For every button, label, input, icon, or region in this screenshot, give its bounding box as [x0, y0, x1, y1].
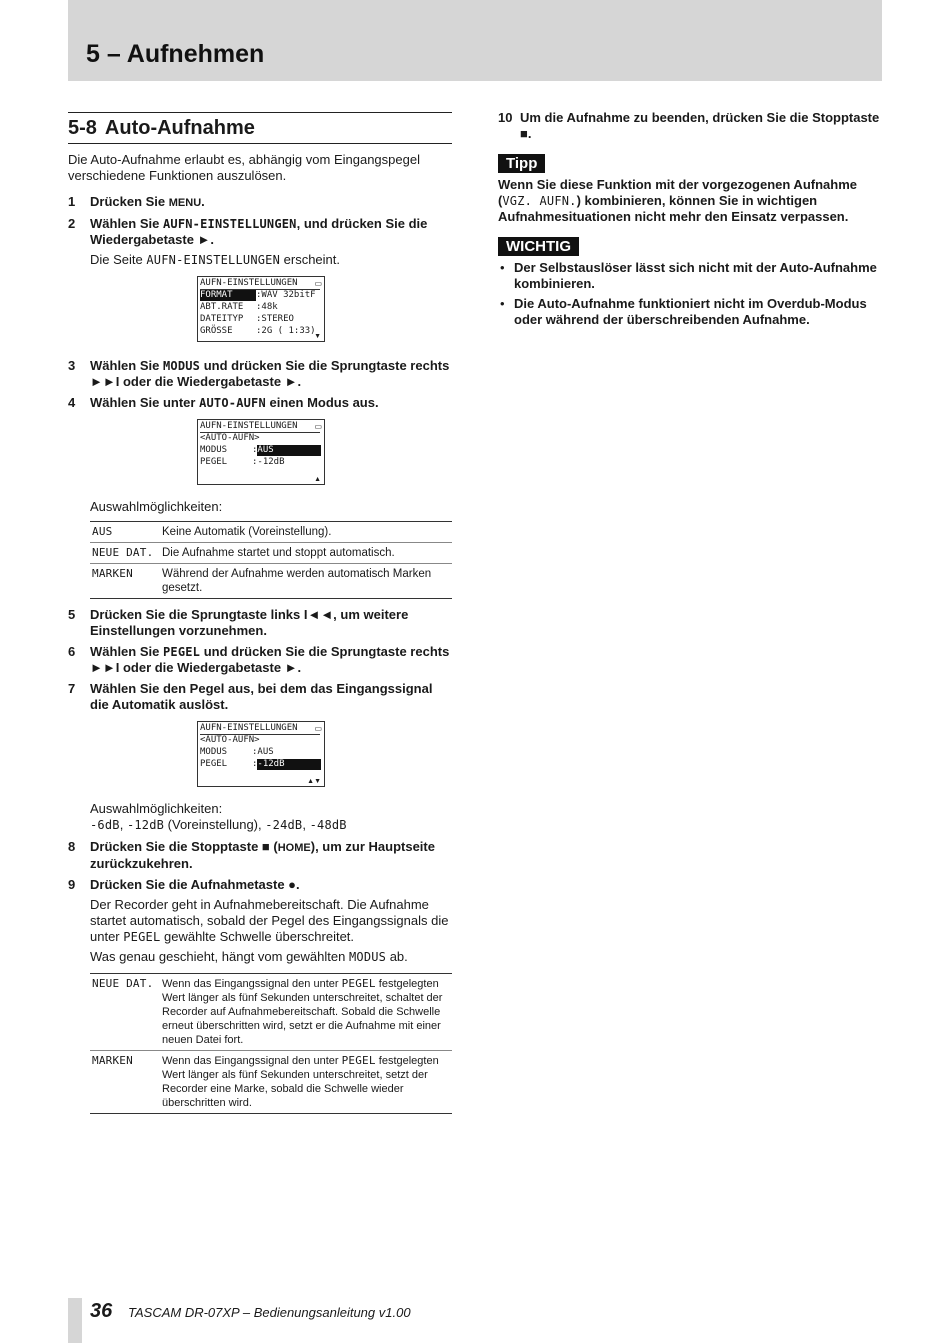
menu-code: AUFN-EINSTELLUNGEN — [162, 217, 297, 231]
mode-desc — [160, 974, 452, 1051]
key-label: HOME — [277, 842, 311, 854]
options-table — [90, 521, 452, 599]
step-5 — [68, 607, 452, 639]
note-text: Die Seite — [90, 252, 147, 267]
left-column — [68, 112, 452, 1114]
important-list — [498, 260, 882, 328]
lcd-sub: <AUTO-AUFN> — [200, 735, 260, 745]
step-note — [90, 897, 452, 945]
step-text: Wählen Sie — [90, 216, 163, 231]
table-row — [90, 522, 452, 543]
lcd-row: PEGEL :-12dB — [200, 457, 285, 467]
menu-code: AUTO-AUFN — [199, 396, 266, 410]
step-text: Um die Aufnahme zu beenden, drücken Sie die Stopptaste ■. — [520, 110, 880, 141]
step-text: . — [201, 194, 205, 209]
step-number: 10 — [498, 110, 513, 125]
step-number: 4 — [68, 395, 76, 410]
lcd-row: MODUS :AUS — [200, 747, 274, 757]
step-text: Drücken Sie die Sprungtaste links I◄◄, um weitere Einstellungen vorzunehmen. — [90, 607, 409, 638]
step-number: 8 — [68, 839, 76, 854]
lcd-label: PEGEL — [200, 457, 228, 467]
tip-body: ) kombinieren, können Sie in wichtigen Aufnahmesituationen nicht mehr den Einsatz verpassen. — [498, 193, 849, 224]
lcd-row — [200, 326, 316, 337]
menu-code: PEGEL — [162, 645, 201, 659]
step-8 — [68, 839, 452, 872]
lcd-title: AUFN-EINSTELLUNGEN — [200, 278, 320, 290]
lcd-value: :48k — [256, 302, 278, 312]
mode-desc — [160, 1051, 452, 1114]
menu-code: MODUS — [162, 359, 201, 373]
option-desc: Während der Aufnahme werden automatisch Marken gesetzt. — [160, 564, 452, 599]
menu-code: MODUS — [348, 950, 387, 964]
option-key: MARKEN — [90, 564, 160, 599]
lcd-label: ABT.RATE — [200, 302, 244, 312]
lcd-title: AUFN-EINSTELLUNGEN — [200, 421, 320, 433]
step-text: Wählen Sie — [90, 644, 163, 659]
lcd-value: AUS — [257, 747, 274, 757]
step-text: Drücken Sie — [90, 194, 169, 209]
level-value: -6dB — [90, 818, 120, 832]
level-value: -48dB — [309, 818, 347, 832]
option-desc: Keine Automatik (Voreinstellung). — [160, 522, 452, 543]
important-badge: WICHTIG — [498, 237, 579, 256]
mode-table — [90, 973, 452, 1114]
option-key: NEUE DAT. — [90, 543, 160, 564]
desc-text: festgelegten Wert länger als fünf Sekunden unterschreitet, setzt der Recorder eine Marke, sobald die Schwelle wieder überschritten wird. — [162, 1055, 439, 1109]
tip-text — [498, 177, 882, 225]
step-text: Drücken Sie die Stopptaste ■ ( — [90, 839, 278, 854]
lcd-row — [200, 314, 294, 325]
page-number: 36 — [90, 1300, 113, 1322]
battery-icon: ▭ — [314, 279, 322, 288]
step-number: 6 — [68, 644, 76, 659]
option-desc: Die Aufnahme startet und stoppt automatisch. — [160, 543, 452, 564]
step-10 — [498, 110, 882, 142]
step-number: 2 — [68, 216, 76, 231]
table-row — [90, 1051, 452, 1114]
step-3 — [68, 358, 452, 390]
step-text: Wählen Sie unter — [90, 395, 200, 410]
lcd-row — [200, 290, 316, 301]
list-item — [498, 296, 882, 328]
list-text: Die Auto-Aufnahme funktioniert nicht im Overdub-Modus oder während der überschreibenden Aufnahme. — [514, 296, 867, 327]
desc-text: festgelegten Wert länger als fünf Sekunden unterschreitet, schaltet der Recorder auf Aufnahmebereitschaft. Sobald die Schwelle erneut überschritten wird, setzt er die Aufnahme mit einer neuen Datei fort. — [162, 978, 443, 1046]
options-label: Auswahlmöglichkeiten: — [90, 499, 223, 514]
lcd-label: PEGEL — [200, 759, 228, 769]
lcd-title: AUFN-EINSTELLUNGEN — [200, 723, 320, 735]
table-row — [90, 564, 452, 599]
battery-icon: ▭ — [314, 724, 322, 733]
step-number: 9 — [68, 877, 76, 892]
lcd-label: GRÖSSE — [200, 326, 233, 336]
step-1 — [68, 194, 452, 211]
separator: , — [302, 817, 310, 832]
desc-text: Wenn das Eingangssignal den unter — [162, 978, 342, 990]
step-9 — [68, 877, 452, 965]
separator: , — [119, 817, 127, 832]
footer-text: TASCAM DR-07XP – Bedienungsanleitung v1.00 — [128, 1305, 411, 1320]
step-number: 7 — [68, 681, 76, 696]
default-note: (Voreinstellung), — [164, 817, 266, 832]
mode-key: MARKEN — [90, 1051, 160, 1114]
table-row — [90, 974, 452, 1051]
menu-code: PEGEL — [341, 1054, 376, 1067]
scroll-updown-icon: ▲▼ — [307, 778, 321, 785]
lcd-label: DATEITYP — [200, 314, 244, 324]
bullet-icon: • — [500, 260, 505, 275]
important-box — [498, 237, 882, 328]
lcd-value: :WAV 32bitF — [256, 290, 316, 300]
step-text: ), um zur Hauptseite zurückzukehren. — [90, 839, 435, 871]
note-text: erscheint. — [280, 252, 341, 267]
lcd-sub: <AUTO-AUFN> — [200, 433, 260, 443]
step-text: und drücken Sie die Sprungtaste rechts ►►I oder die Wiedergabetaste ►. — [90, 358, 450, 389]
step-number: 3 — [68, 358, 76, 373]
scroll-up-icon: ▲ — [314, 476, 321, 483]
option-key: AUS — [90, 522, 160, 543]
intro-text: Die Auto-Aufnahme erlaubt es, abhängig vom Eingangspegel verschiedene Funktionen auszulösen. — [68, 152, 420, 183]
footer-bar — [68, 1298, 82, 1343]
step-text: und drücken Sie die Sprungtaste rechts ►►I oder die Wiedergabetaste ►. — [90, 644, 450, 675]
lcd-screen-3 — [197, 721, 325, 787]
lcd-value: -12dB — [257, 759, 321, 770]
table-row — [90, 543, 452, 564]
level-options — [90, 817, 452, 833]
section-title: Auto-Aufnahme — [104, 117, 255, 139]
step-text: Wählen Sie — [90, 358, 163, 373]
step-text: einen Modus aus. — [265, 395, 379, 410]
section-heading — [68, 112, 452, 144]
section-number: 5-8 — [68, 117, 97, 139]
step-2 — [68, 216, 452, 268]
lcd-row — [200, 302, 278, 313]
lcd-value: :STEREO — [256, 314, 294, 324]
lcd-screen-2 — [197, 419, 325, 485]
mode-key: NEUE DAT. — [90, 974, 160, 1051]
step-note — [90, 252, 452, 268]
step-6 — [68, 644, 452, 676]
key-label: MENU — [168, 197, 202, 209]
menu-code: PEGEL — [123, 930, 161, 944]
bullet-icon: • — [500, 296, 505, 311]
lcd-value: AUS — [257, 445, 321, 456]
tip-body: Wenn Sie diese Funktion mit der vorgezogenen Aufnahme ( — [498, 177, 857, 208]
battery-icon: ▭ — [314, 422, 322, 431]
note-text: Der Recorder geht in Aufnahmebereitschaft. Die Aufnahme startet automatisch, sobald der Pegel des Eingangssignals die unter — [90, 897, 449, 944]
tip-box — [498, 154, 882, 225]
step-note — [90, 949, 452, 965]
lcd-label: MODUS — [200, 445, 228, 455]
options-label: Auswahlmöglichkeiten: — [90, 801, 223, 816]
level-value: -24dB — [265, 818, 303, 832]
step-text: Drücken Sie die Aufnahmetaste ●. — [90, 877, 300, 892]
list-text: Der Selbstauslöser lässt sich nicht mit der Auto-Aufnahme kombinieren. — [514, 260, 877, 291]
menu-code: AUFN-EINSTELLUNGEN — [146, 253, 281, 267]
step-7 — [68, 681, 452, 713]
step-text: , und drücken Sie die Wiedergabetaste ►. — [90, 216, 428, 247]
note-text: Was genau geschieht, hängt vom gewählten — [90, 949, 349, 964]
level-value: -12dB — [126, 818, 165, 832]
lcd-label: MODUS — [200, 747, 228, 757]
menu-code: PEGEL — [341, 977, 376, 990]
lcd-label: FORMAT — [200, 290, 256, 301]
step-text: Wählen Sie den Pegel aus, bei dem das Eingangssignal die Automatik auslöst. — [90, 681, 433, 712]
note-text: gewählte Schwelle überschreitet. — [160, 929, 355, 944]
menu-code: VGZ. AUFN. — [502, 194, 577, 208]
lcd-screen-1 — [197, 276, 325, 342]
lcd-value: :2G ( 1:33) — [256, 326, 316, 336]
lcd-value: -12dB — [257, 457, 285, 467]
lcd-row: PEGEL :-12dB — [200, 759, 321, 770]
step-4 — [68, 395, 452, 411]
tip-badge: Tipp — [498, 154, 545, 173]
chapter-title: 5 – Aufnehmen — [86, 40, 265, 68]
step-number: 1 — [68, 194, 76, 209]
right-column — [498, 110, 882, 332]
note-text: ab. — [386, 949, 408, 964]
scroll-down-icon: ▼ — [314, 333, 321, 340]
desc-text: Wenn das Eingangssignal den unter — [162, 1055, 342, 1067]
list-item — [498, 260, 882, 292]
step-number: 5 — [68, 607, 76, 622]
lcd-row: MODUS :AUS — [200, 445, 321, 456]
